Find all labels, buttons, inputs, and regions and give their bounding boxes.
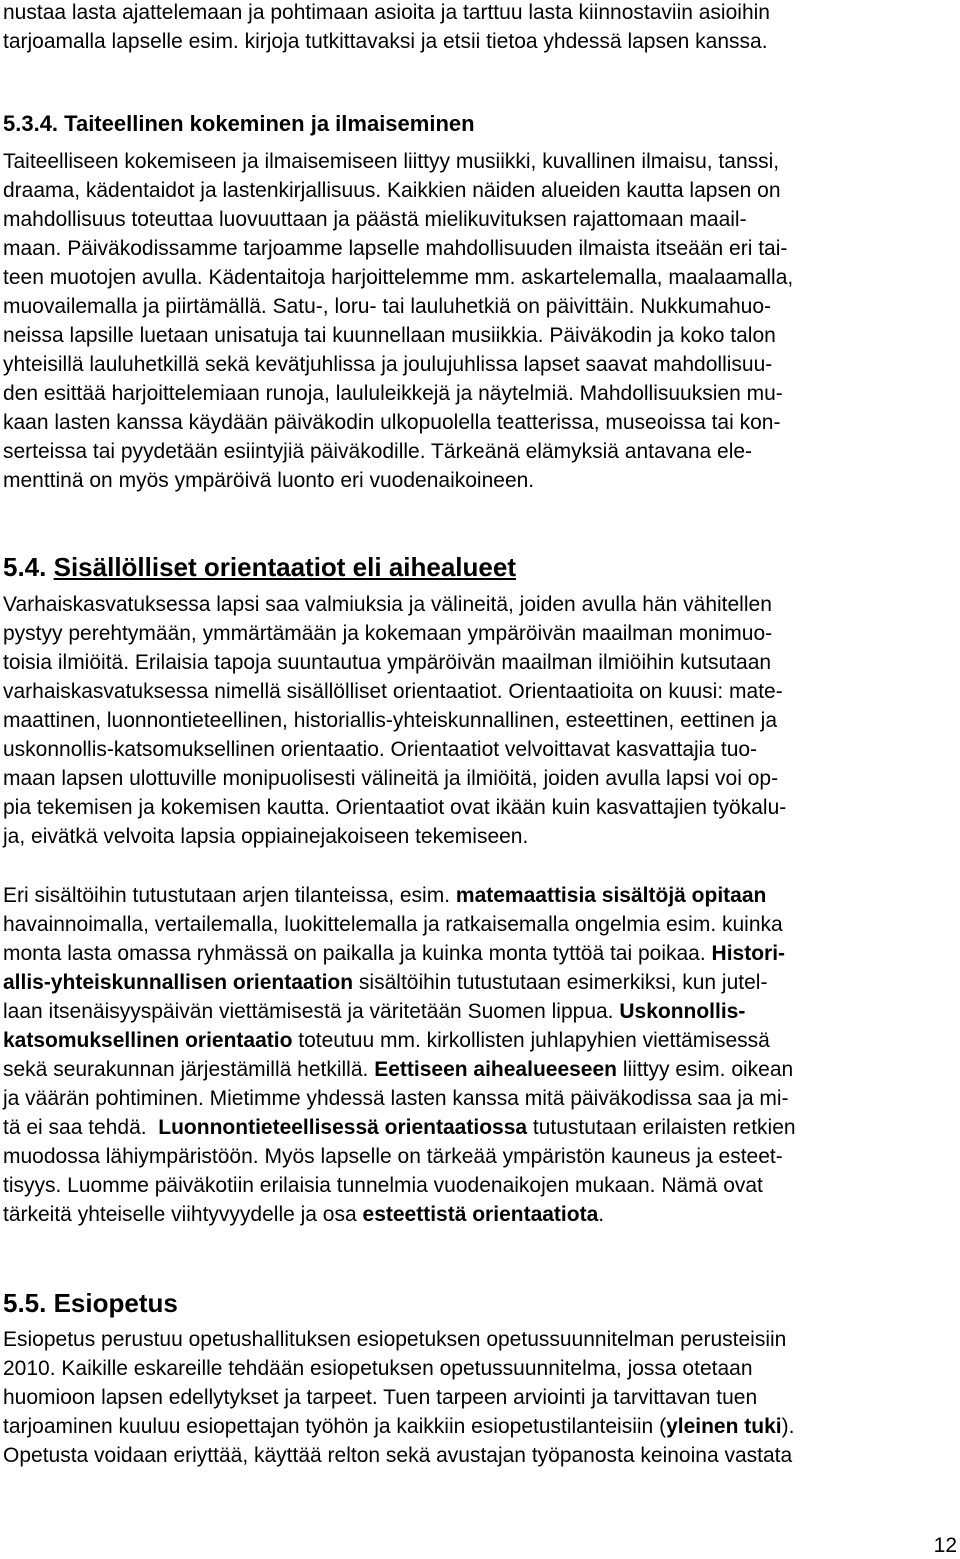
text-line: neissa lapsille luetaan unisatuja tai kuunnellaan musiikkia. Päiväkodin ja koko talon [3, 324, 776, 347]
bold-text: Luonnontieteellisessä orientaatiossa [158, 1116, 528, 1139]
text-line: serteissa tai pyydetään esiintyjiä päiväkodille. Tärkeänä elämyksiä antavana ele- [3, 440, 753, 463]
bold-text: allis-yhteiskunnallisen orientaation [3, 971, 354, 994]
text-run: muodossa lähiympäristöön. Myös lapselle on tärkeää ympäristön kauneus ja esteet- [3, 1145, 783, 1168]
text-line [3, 1412, 794, 1441]
bold-text: Uskonnollis- [619, 1000, 746, 1023]
text-line [3, 1113, 796, 1142]
text-line: maattinen, luonnontieteellinen, historiallis-yhteiskunnallinen, esteettinen, eettinen ja [3, 709, 777, 732]
text-line: pia tekemisen ja kokemisen kautta. Orientaatiot ovat ikään kuin kasvattajien työkalu- [3, 796, 787, 819]
text-line: mahdollisuus toteuttaa luovuuttaan ja päästä mielikuvituksen rajattomaan maail- [3, 208, 747, 231]
text-run: ). [781, 1415, 795, 1438]
text-line: menttinä on myös ympäröivä luonto eri vuodenaikoineen. [3, 469, 535, 492]
text-line: yhteisillä lauluhetkillä sekä kevätjuhlissa ja joulujuhlissa lapset saavat mahdollisuu- [3, 353, 773, 376]
section-number: 5.4. [3, 552, 47, 582]
text-line [3, 1383, 757, 1412]
text-line: den esittää harjoittelemiaan runoja, laululeikkejä ja näytelmiä. Mahdollisuuksien mu- [3, 382, 783, 405]
text-line [3, 1055, 793, 1084]
text-line: varhaiskasvatuksessa nimellä sisällölliset orientaatiot. Orientaatioita on kuusi: mate- [3, 680, 783, 703]
text-run: huomioon lapsen edellytykset ja tarpeet. Tuen tarpeen arviointi ja tarvittavan tuen [3, 1386, 758, 1409]
bold-text: matemaattisia sisältöjä opitaan [455, 884, 767, 907]
text-line: nustaa lasta ajattelemaan ja pohtimaan asioita ja tarttuu lasta kiinnostaviin asioihin [3, 1, 770, 24]
text-run: toteutuu mm. kirkollisten juhlapyhien viettämisessä [292, 1029, 770, 1052]
text-run: liittyy esim. oikean [617, 1058, 794, 1081]
text-line [3, 1200, 604, 1229]
text-line [3, 1325, 786, 1354]
text-line: teen muotojen avulla. Kädentaitoja harjoittelemme mm. askartelemalla, maalaamalla, [3, 266, 794, 289]
text-line: maan. Päiväkodissamme tarjoamme lapselle mahdollisuuden ilmaista itseään eri tai- [3, 237, 788, 260]
text-run: havainnoimalla, vertailemalla, luokittelemalla ja ratkaisemalla ongelmia esim. kuinka [3, 913, 783, 936]
text-line: ja, eivätkä velvoita lapsia oppiainejakoiseen tekemiseen. [3, 825, 529, 848]
text-line [3, 997, 745, 1026]
text-line: Taiteelliseen kokemiseen ja ilmaisemiseen liittyy musiikki, kuvallinen ilmaisu, tanssi, [3, 150, 780, 173]
text-line: maan lapsen ulottuville monipuolisesti välineitä ja ilmiöitä, joiden avulla lapsi voi op- [3, 767, 779, 790]
text-run: sisältöihin tutustutaan esimerkiksi, kun jutel- [353, 971, 768, 994]
text-line [3, 1441, 792, 1470]
bold-text: Histori- [711, 942, 786, 965]
section-heading-5-5: 5.5. Esiopetus [3, 1288, 178, 1318]
text-line: draama, kädentaidot ja lastenkirjallisuus. Kaikkien näiden alueiden kautta lapsen on [3, 179, 781, 202]
section-heading-5-4 [3, 550, 516, 584]
text-line: Varhaiskasvatuksessa lapsi saa valmiuksia ja välineitä, joiden avulla hän vähitellen [3, 593, 772, 616]
text-line: muovailemalla ja piirtämällä. Satu-, loru- tai lauluhetkiä on päivittäin. Nukkumahuo- [3, 295, 772, 318]
text-line [3, 968, 767, 997]
text-line: kaan lasten kanssa käydään päiväkodin ulkopuolella teatterissa, museoissa tai kon- [3, 411, 781, 434]
text-line [3, 1142, 783, 1171]
bold-text: esteettistä orientaatiota [362, 1203, 599, 1226]
text-run: ja väärän pohtiminen. Mietimme yhdessä lasten kanssa mitä päiväkodissa saa ja mi- [3, 1087, 789, 1110]
text-line [3, 1354, 753, 1383]
text-line [3, 939, 785, 968]
text-run: laan itsenäisyyspäivän viettämisestä ja väritetään Suomen lippua. [3, 1000, 620, 1023]
text-run: tä ei saa tehdä. [3, 1116, 159, 1139]
text-run: Esiopetus perustuu opetushallituksen esiopetuksen opetussuunnitelman perusteisiin [3, 1328, 787, 1351]
text-run: tutustutaan erilaisten retkien [527, 1116, 796, 1139]
section-heading-5-3-4: 5.3.4. Taiteellinen kokeminen ja ilmaiseminen [3, 111, 475, 136]
bold-text: katsomuksellinen orientaatio [3, 1029, 293, 1052]
text-line [3, 1171, 763, 1200]
text-run: Eri sisältöihin tutustutaan arjen tilanteissa, esim. [3, 884, 456, 907]
page-number: 12 [933, 1534, 957, 1557]
text-run: monta lasta omassa ryhmässä on paikalla ja kuinka monta tyttöä tai poikaa. [3, 942, 712, 965]
text-line: uskonnollis-katsomuksellinen orientaatio. Orientaatiot velvoittavat kasvattajia tuo- [3, 738, 758, 761]
section-title: Sisällölliset orientaatiot eli aihealueet [53, 552, 516, 582]
text-line: tarjoamalla lapselle esim. kirjoja tutkittavaksi ja etsii tietoa yhdessä lapsen kanssa. [3, 30, 768, 53]
text-run: Opetusta voidaan eriyttää, käyttää relton sekä avustajan työpanosta keinoina vastata [3, 1444, 793, 1467]
text-line [3, 910, 783, 939]
text-run: tisyys. Luomme päiväkotiin erilaisia tunnelmia vuodenaikojen mukaan. Nämä ovat [3, 1174, 763, 1197]
text-line [3, 1026, 770, 1055]
text-line [3, 881, 766, 910]
text-line: toisia ilmiöitä. Erilaisia tapoja suuntautua ympäröivän maailman ilmiöihin kutsutaan [3, 651, 772, 674]
bold-text: yleinen tuki [666, 1415, 782, 1438]
text-run: tärkeitä yhteiselle viihtyvyydelle ja osa [3, 1203, 363, 1226]
text-run: . [598, 1203, 605, 1226]
bold-text: Eettiseen aihealueeseen [374, 1058, 617, 1081]
text-line: pystyy perehtymään, ymmärtämään ja kokemaan ympäröivän maailman monimuo- [3, 622, 773, 645]
text-run: 2010. Kaikille eskareille tehdään esiopetuksen opetussuunnitelma, jossa otetaan [3, 1357, 753, 1380]
text-run: sekä seurakunnan järjestämillä hetkillä. [3, 1058, 375, 1081]
text-run: tarjoaminen kuuluu esiopettajan työhön ja kaikkiin esiopetustilanteisiin ( [3, 1415, 667, 1438]
text-line [3, 1084, 789, 1113]
